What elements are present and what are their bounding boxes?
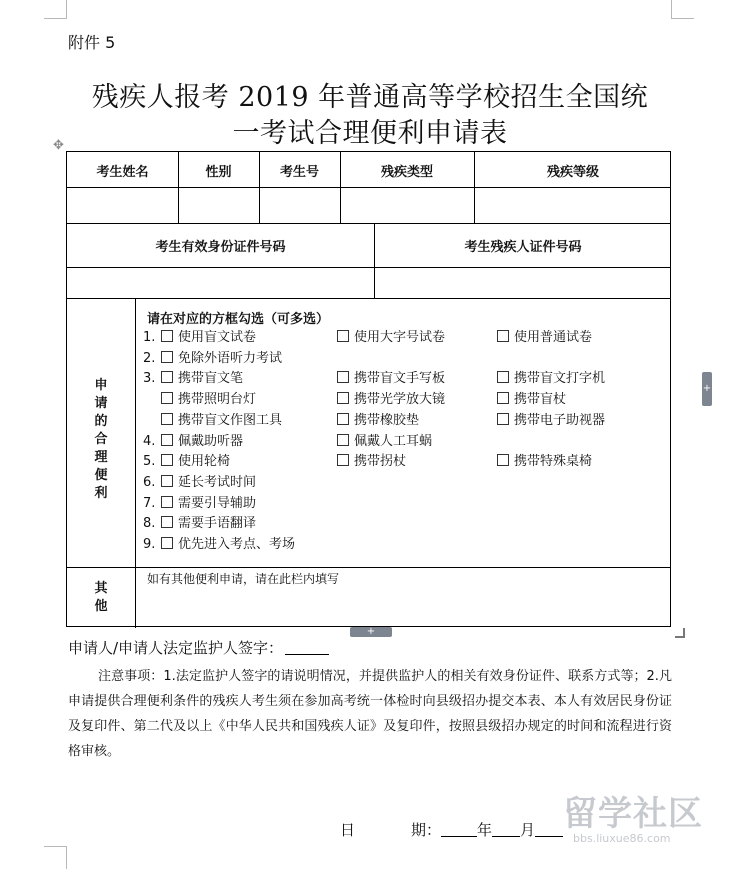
table-resize-handle[interactable] [675, 628, 685, 638]
accommodation-option-label: 携带盲杖 [514, 392, 567, 408]
signature-field[interactable] [285, 640, 329, 655]
table-move-handle-icon[interactable]: ✥ [53, 138, 64, 153]
accommodation-checkbox[interactable] [337, 454, 349, 466]
accommodation-checkbox[interactable] [497, 371, 509, 383]
accommodation-option-label: 携带盲文手写板 [354, 371, 446, 387]
accommodation-option [497, 329, 592, 347]
accommodation-option-label: 佩戴人工耳蜗 [354, 433, 433, 449]
accommodation-option-label: 使用轮椅 [178, 454, 231, 470]
accommodation-option [337, 370, 445, 388]
signature-label: 申请人/申请人法定监护人签字： [68, 639, 284, 657]
accommodation-checkbox[interactable] [497, 392, 509, 404]
accommodation-option-label: 携带拐杖 [354, 454, 407, 470]
date-month-label: 月 [520, 821, 536, 839]
accommodation-option-label: 使用普通试卷 [514, 330, 593, 345]
watermark-logo-text: 留学社区 [563, 794, 703, 834]
id-number-entry-cell[interactable] [67, 268, 374, 298]
accommodation-option [497, 412, 605, 430]
accommodation-option-label: 需要手语翻译 [178, 516, 257, 532]
accommodation-option-label: 需要引导辅助 [178, 495, 257, 511]
gender-entry-cell[interactable] [179, 188, 259, 223]
accommodation-item-number: 9. [143, 537, 156, 552]
notes-paragraph: 注意事项：1.法定监护人签字的请说明情况，并提供监护人的相关有效身份证件、联系方式等；2.凡申请提供合理便利条件的残疾人考生须在参加高考统一体检时向县级招办提交本表、本人有效居民身份证及复印件、第二代及以上《中华人民共和国残疾人证》及复印件，按照县级招办规定的时间和流程进行资格审核。 [68, 669, 672, 759]
other-note: 如有其他便利申请，请在此栏内填写 [147, 572, 340, 586]
accommodation-option-label: 携带盲文笔 [178, 371, 244, 387]
accommodation-option [497, 370, 605, 388]
accommodation-item-number: 1. [143, 330, 156, 345]
accommodation-option [161, 329, 256, 347]
accommodation-option-label: 携带照明台灯 [178, 392, 257, 408]
exam-number-entry-cell[interactable] [260, 188, 340, 223]
page-corner-mark [44, 846, 67, 869]
accommodation-option [337, 412, 419, 430]
date-label-ri: 日 [340, 821, 356, 839]
accommodation-option [161, 515, 256, 533]
accommodation-option [337, 329, 445, 347]
name-entry-cell[interactable] [67, 188, 178, 223]
insert-row-button[interactable]: + [350, 627, 392, 637]
signature-row [68, 637, 329, 658]
header-disability-certificate: 考生残疾人证件号码 [464, 240, 582, 255]
accommodation-option-label: 使用盲文试卷 [178, 330, 257, 345]
accommodation-option [337, 453, 406, 471]
accommodation-option [497, 453, 592, 471]
title-line-2: 一考试合理便利申请表 [232, 118, 508, 149]
page-corner-mark [44, 0, 67, 19]
accommodation-option [161, 453, 230, 471]
date-year-label: 年 [477, 821, 493, 839]
accommodation-item-number: 7. [143, 495, 156, 511]
accommodation-item-number: 5. [143, 454, 156, 470]
accommodation-item-number: 2. [143, 350, 156, 366]
disability-certificate-entry-cell[interactable] [375, 268, 672, 298]
accommodation-option [161, 370, 243, 388]
accommodation-option-label: 免除外语听力考试 [178, 350, 283, 366]
accommodation-checkbox[interactable] [337, 371, 349, 383]
year-field[interactable] [441, 822, 477, 837]
accommodation-checkbox[interactable] [161, 434, 173, 446]
accommodation-option [337, 433, 432, 451]
watermark-url: bbs.liuxue86.com [573, 832, 671, 845]
accommodation-checkbox[interactable] [161, 392, 173, 404]
month-field[interactable] [492, 822, 520, 837]
day-field[interactable] [535, 822, 563, 837]
accommodation-option-label: 携带盲文作图工具 [178, 412, 283, 428]
header-disability-type: 残疾类型 [380, 165, 433, 180]
other-label: 其他 [94, 581, 108, 614]
accommodation-option-label: 延长考试时间 [178, 474, 257, 490]
header-id-number: 考生有效身份证件号码 [155, 240, 286, 255]
accommodation-checkbox[interactable] [497, 454, 509, 466]
accommodation-option [337, 391, 445, 409]
application-form-table [66, 151, 671, 627]
accommodation-checkbox[interactable] [161, 496, 173, 508]
page-corner-mark [671, 0, 694, 19]
accommodation-option-label: 优先进入考点、考场 [178, 537, 296, 552]
accommodation-option-label: 携带盲文打字机 [514, 371, 606, 387]
other-entry-cell[interactable] [136, 568, 672, 628]
accommodation-option [161, 433, 243, 451]
accommodation-option [161, 495, 256, 513]
accommodation-option-label: 携带特殊桌椅 [514, 454, 593, 470]
date-row [340, 819, 563, 840]
accommodation-checkbox[interactable] [497, 413, 509, 425]
accommodation-option [161, 412, 282, 430]
accommodation-option [161, 350, 282, 368]
accommodation-option-label: 携带橡胶垫 [354, 412, 420, 428]
accommodation-checkbox[interactable] [161, 351, 173, 363]
accommodation-item-number: 8. [143, 516, 156, 532]
accommodation-option-label: 使用大字号试卷 [354, 330, 446, 345]
disability-level-entry-cell[interactable] [475, 188, 672, 223]
accommodation-item-number: 6. [143, 474, 156, 490]
accommodation-checkbox[interactable] [337, 330, 349, 342]
accommodation-checkbox[interactable] [161, 537, 173, 549]
accommodation-option-label: 携带电子助视器 [514, 412, 606, 428]
header-disability-level: 残疾等级 [546, 165, 599, 180]
accommodation-checkbox[interactable] [161, 475, 173, 487]
accommodation-checkbox[interactable] [497, 330, 509, 342]
accommodation-checkbox[interactable] [161, 454, 173, 466]
accommodation-item-number: 4. [143, 433, 156, 449]
accommodation-option-label: 佩戴助听器 [178, 433, 244, 449]
accommodation-option [161, 536, 295, 554]
accommodation-option [161, 391, 256, 409]
site-watermark [563, 796, 703, 846]
accommodation-option [161, 474, 256, 492]
accommodation-checkbox[interactable] [161, 330, 173, 342]
accommodation-checkbox[interactable] [337, 392, 349, 404]
document-title [40, 80, 700, 152]
accommodation-checkbox[interactable] [161, 516, 173, 528]
date-label-qi: 期： [411, 821, 442, 839]
title-line-1: 残疾人报考 2019 年普通高等学校招生全国统 [91, 82, 649, 113]
accommodation-item-number: 3. [143, 371, 156, 387]
accommodation-checkbox[interactable] [337, 434, 349, 446]
disability-type-entry-cell[interactable] [341, 188, 474, 223]
accommodation-label: 申请的合理便利 [94, 378, 108, 501]
accommodation-checkbox[interactable] [161, 371, 173, 383]
header-exam-number: 考生号 [279, 165, 319, 180]
header-gender: 性别 [205, 165, 232, 180]
table-rule [67, 223, 670, 224]
header-name: 考生姓名 [96, 165, 149, 180]
accommodation-instruction: 请在对应的方框勾选（可多选） [147, 312, 330, 327]
table-rule [67, 298, 670, 299]
accommodation-option-label: 携带光学放大镜 [354, 392, 446, 408]
accommodation-checkbox[interactable] [161, 413, 173, 425]
insert-column-button[interactable]: + [702, 372, 712, 406]
accommodation-checkbox[interactable] [337, 413, 349, 425]
accommodation-option [497, 391, 566, 409]
attachment-label: 附件 5 [68, 33, 116, 52]
